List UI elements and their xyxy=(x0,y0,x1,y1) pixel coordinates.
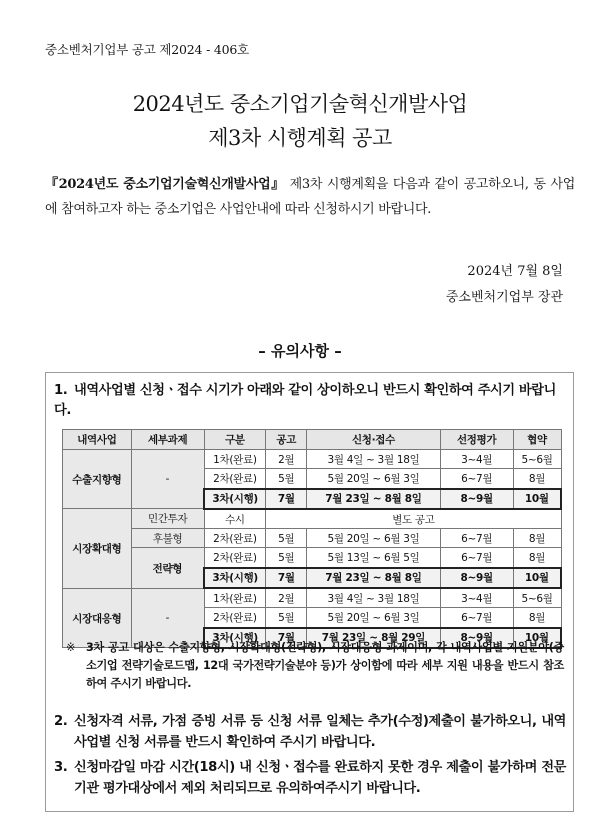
round-cell: 수시 xyxy=(204,509,266,529)
issuer: 중소벤처기업부 장관 xyxy=(445,290,563,305)
eval-cell: 6~7월 xyxy=(440,608,513,628)
apply-cell: 7월 23일 ~ 8월 8일 xyxy=(307,568,441,588)
notice-cell: 5월 xyxy=(266,529,307,548)
apply-cell: 7월 23일 ~ 8월 8일 xyxy=(307,489,441,509)
program-cell: 시장대응형 xyxy=(63,588,132,648)
note-item-3-number: 3. xyxy=(54,760,68,775)
issue-date: 2024년 7월 8일 xyxy=(467,264,563,279)
notice-cell: 2월 xyxy=(266,450,307,469)
notice-cell: 7월 xyxy=(266,628,307,648)
notice-cell: 7월 xyxy=(266,489,307,509)
subtask-cell: 전략형 xyxy=(131,548,204,588)
note-item-3 xyxy=(54,757,566,799)
contract-cell: 8월 xyxy=(513,608,561,628)
notice-cell: 7월 xyxy=(266,568,307,588)
notes-section-title: – 유의사항 – xyxy=(258,342,342,360)
footnote xyxy=(66,639,564,693)
contract-cell: 5~6월 xyxy=(513,588,561,608)
table-row xyxy=(63,509,562,529)
round-cell: 2차(완료) xyxy=(204,548,266,568)
round-cell: 3차(시행) xyxy=(204,568,266,588)
note-item-1 xyxy=(54,381,566,421)
contract-cell: 8월 xyxy=(513,548,561,568)
contract-cell: 10월 xyxy=(513,568,561,588)
column-header: 세부과제 xyxy=(131,430,204,450)
column-header: 선정평가 xyxy=(440,430,513,450)
table-row xyxy=(63,529,562,548)
note-item-3-text: 신청마감일 마감 시간(18시) 내 신청ㆍ접수를 완료하지 못한 경우 제출이 불가하며 전문기관 평가대상에서 제외 처리되므로 유의하여주시기 바랍니다. xyxy=(74,760,566,796)
note-item-2-text: 신청자격 서류, 가점 증빙 서류 등 신청 서류 일체는 추가(수정)제출이 불가하오니, 내역사업별 신청 서류를 반드시 확인하여 주시기 바랍니다. xyxy=(74,714,566,750)
column-header: 공고 xyxy=(266,430,307,450)
contract-cell: 5~6월 xyxy=(513,450,561,469)
note-item-2 xyxy=(54,711,566,753)
round-cell: 2차(완료) xyxy=(204,469,266,489)
footnote-text: 3차 공고 대상은 수출지향형, 시장확대형(전략형), 시장대응형 과제이며, 각 내역사업별 지원분야(중소기업 전략기술로드맵, 12대 국가전략기술분야 등)가 상이함에 따라 세부 지원 내용을 반드시 참조하여 주시기 바랍니다. xyxy=(86,641,564,690)
subtask-cell: - xyxy=(131,450,204,509)
eval-cell: 6~7월 xyxy=(440,529,513,548)
apply-cell: 7월 23일 ~ 8월 29일 xyxy=(307,628,441,648)
table-row xyxy=(63,548,562,568)
eval-cell: 3~4월 xyxy=(440,588,513,608)
column-header: 구분 xyxy=(204,430,266,450)
notice-cell: 2월 xyxy=(266,588,307,608)
reference-mark-icon: ※ xyxy=(66,641,76,654)
table-row xyxy=(63,588,562,608)
notice-cell: 5월 xyxy=(266,608,307,628)
apply-cell: 3월 4일 ~ 3월 18일 xyxy=(307,450,441,469)
subtask-cell: 민간투자 xyxy=(131,509,204,529)
document-title: 2024년도 중소기업기술혁신개발사업 xyxy=(132,92,468,116)
eval-cell: 8~9월 xyxy=(440,628,513,648)
apply-cell: 5월 20일 ~ 6월 3일 xyxy=(307,529,441,548)
subtask-cell: - xyxy=(131,588,204,648)
contract-cell: 10월 xyxy=(513,628,561,648)
apply-cell: 3월 4일 ~ 3월 18일 xyxy=(307,588,441,608)
note-item-1-number: 1. xyxy=(54,383,68,398)
round-cell: 2차(완료) xyxy=(204,608,266,628)
program-name: 『2024년도 중소기업기술혁신개발사업』 xyxy=(45,177,285,192)
contract-cell: 8월 xyxy=(513,529,561,548)
subtask-cell: 후불형 xyxy=(131,529,204,548)
table-header-row xyxy=(63,430,562,450)
eval-cell: 6~7월 xyxy=(440,469,513,489)
notice-cell: 5월 xyxy=(266,548,307,568)
column-header: 협약 xyxy=(513,430,561,450)
column-header: 내역사업 xyxy=(63,430,132,450)
round-cell: 3차(시행) xyxy=(204,628,266,648)
notice-number: 중소벤처기업부 공고 제2024 - 406호 xyxy=(45,42,250,57)
round-cell: 1차(완료) xyxy=(204,588,266,608)
apply-cell: 5월 20일 ~ 6월 3일 xyxy=(307,608,441,628)
intro-text: 제3차 시행계획을 다음과 같이 공고하오니, 동 사업에 참여하고자 하는 중소기업은 사업안내에 따라 신청하시기 바랍니다. xyxy=(45,177,575,217)
intro-paragraph xyxy=(45,172,575,222)
table-row xyxy=(63,450,562,469)
eval-cell: 8~9월 xyxy=(440,568,513,588)
document-subtitle: 제3차 시행계획 공고 xyxy=(208,126,392,150)
program-cell: 시장확대형 xyxy=(63,509,132,588)
apply-cell: 5월 13일 ~ 6월 5일 xyxy=(307,548,441,568)
round-cell: 1차(완료) xyxy=(204,450,266,469)
contract-cell: 10월 xyxy=(513,489,561,509)
merged-cell: 별도 공고 xyxy=(266,509,561,529)
eval-cell: 6~7월 xyxy=(440,548,513,568)
notice-cell: 5월 xyxy=(266,469,307,489)
program-cell: 수출지향형 xyxy=(63,450,132,509)
round-cell: 3차(시행) xyxy=(204,489,266,509)
column-header: 신청·접수 xyxy=(307,430,441,450)
note-item-2-number: 2. xyxy=(54,714,68,729)
note-item-1-text: 내역사업별 신청ㆍ접수 시기가 아래와 같이 상이하오니 반드시 확인하여 주시기 바랍니다. xyxy=(54,383,556,418)
contract-cell: 8월 xyxy=(513,469,561,489)
eval-cell: 3~4월 xyxy=(440,450,513,469)
schedule-table xyxy=(62,429,562,649)
notes-box xyxy=(45,372,574,812)
eval-cell: 8~9월 xyxy=(440,489,513,509)
round-cell: 2차(완료) xyxy=(204,529,266,548)
apply-cell: 5월 20일 ~ 6월 3일 xyxy=(307,469,441,489)
